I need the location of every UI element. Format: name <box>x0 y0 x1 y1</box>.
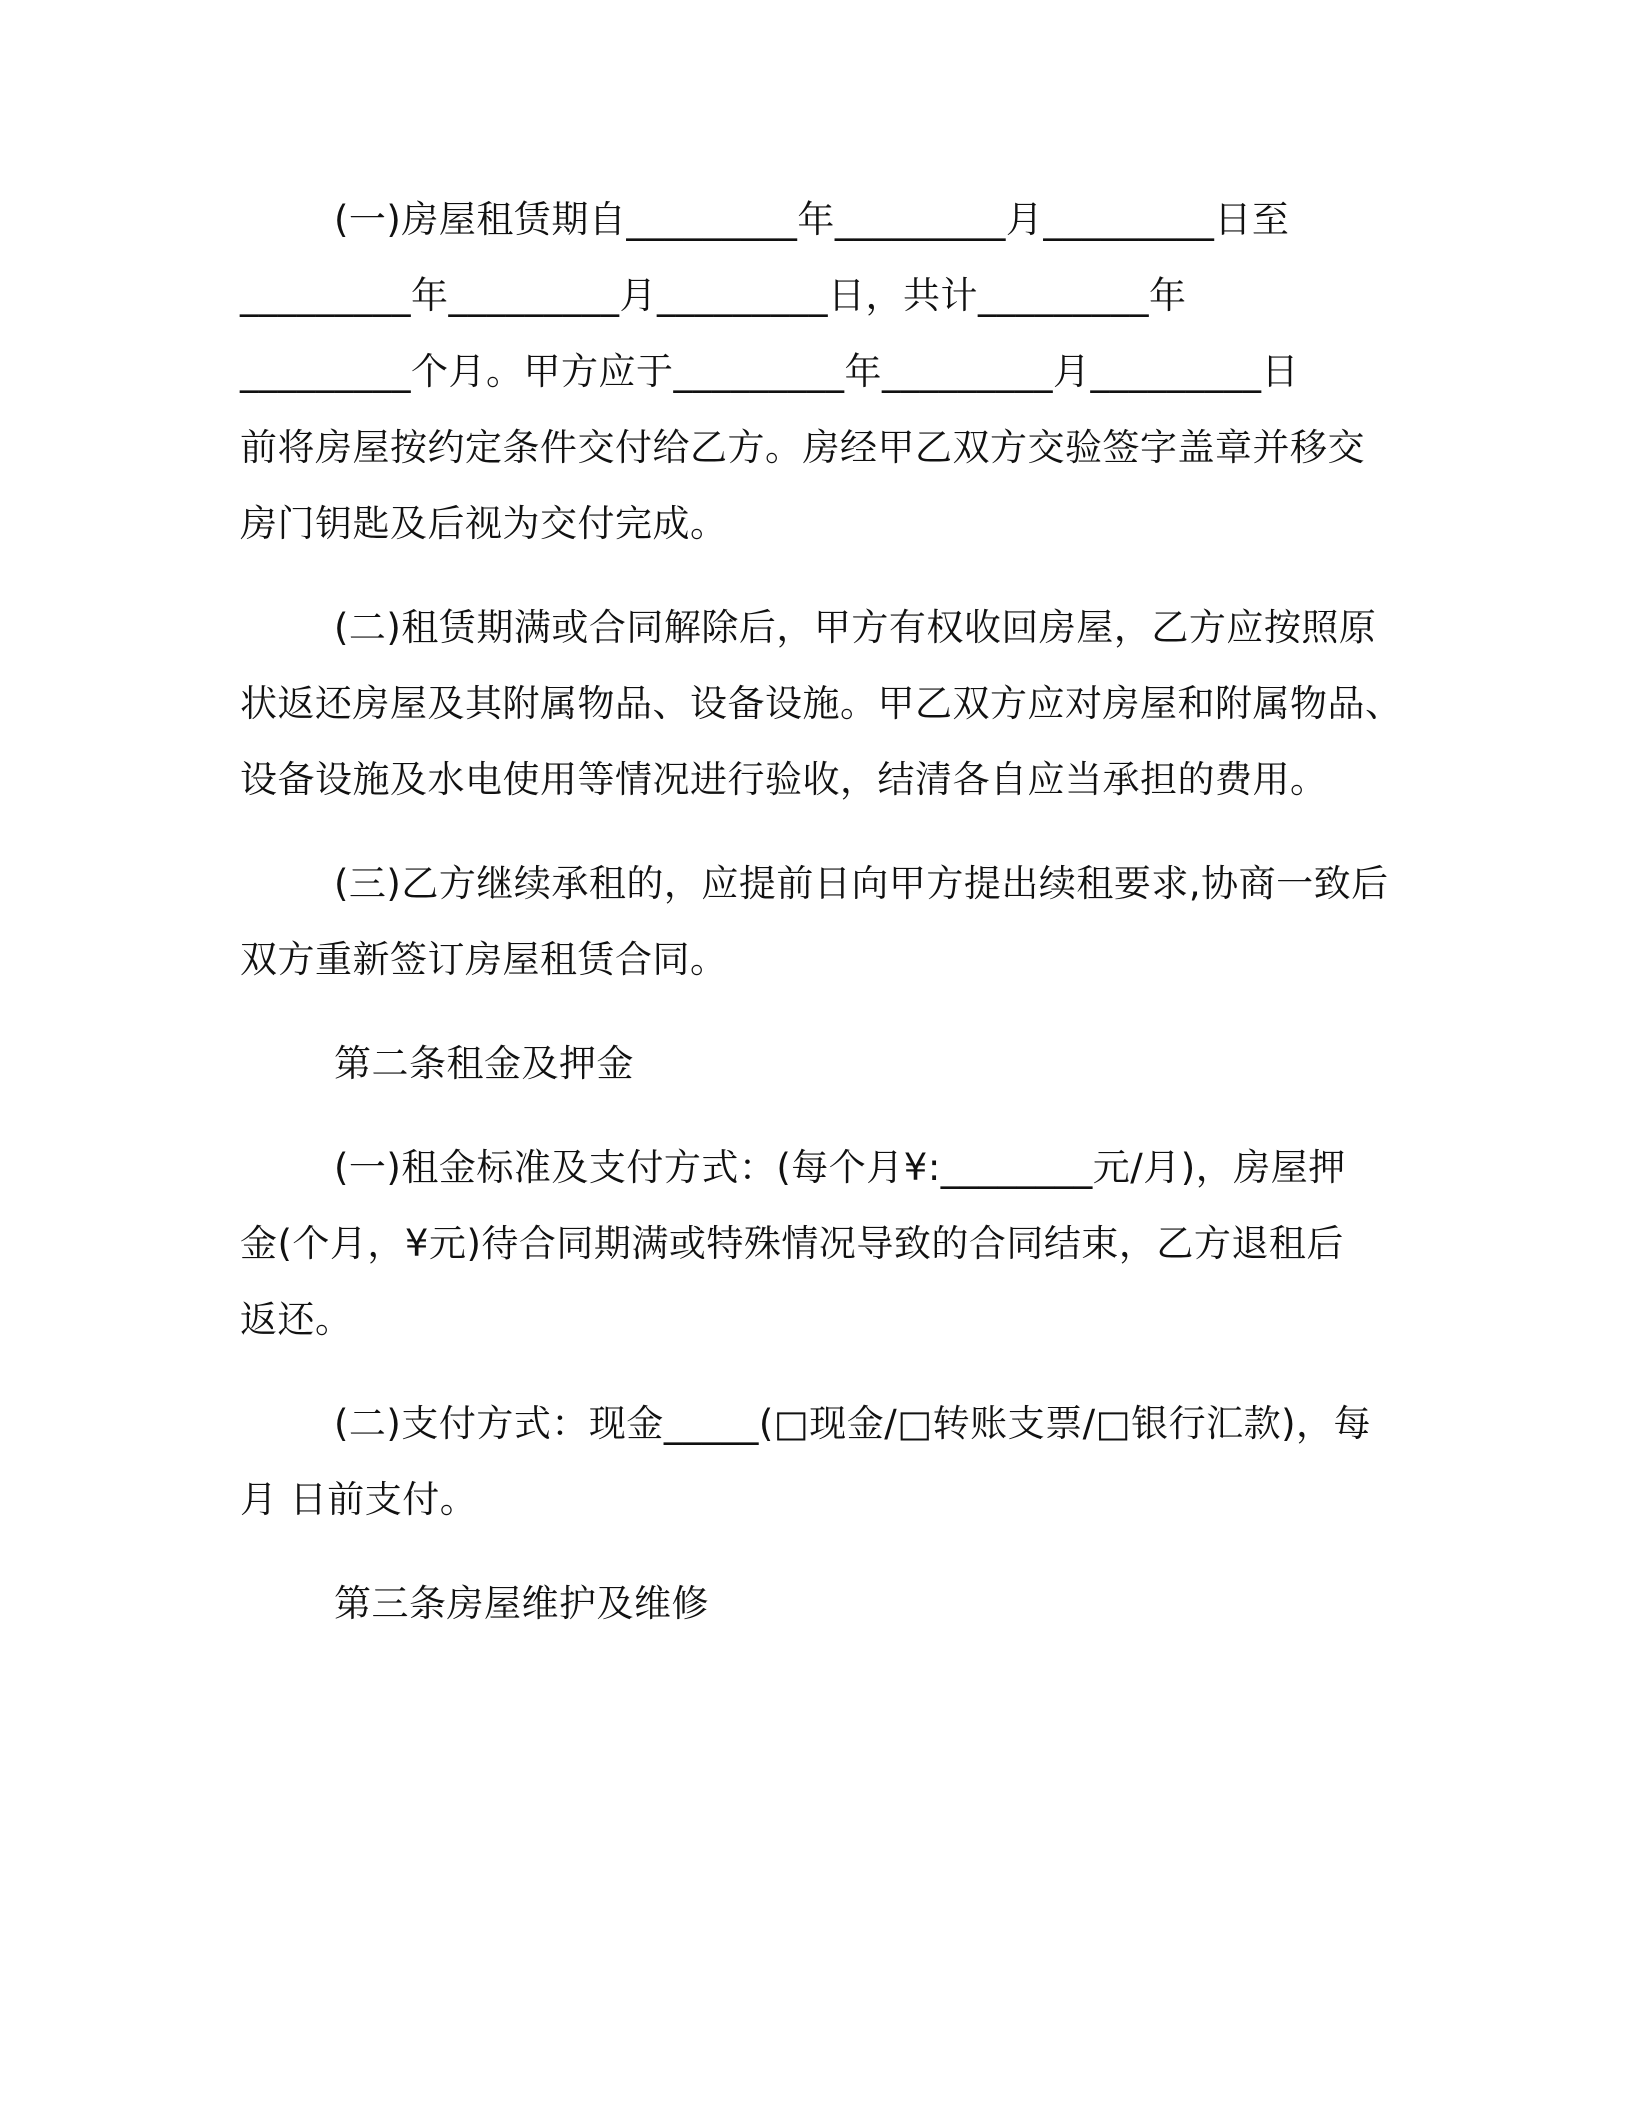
clause-2-line-2: 状返还房屋及其附属物品、设备设施。甲乙双方应对房屋和附属物品、 <box>240 682 1403 725</box>
clause-1-line-4: 前将房屋按约定条件交付给乙方。房经甲乙双方交验签字盖章并移交 <box>240 426 1365 469</box>
clause-2-line-1: (二)租赁期满或合同解除后，甲方有权收回房屋，乙方应按照原 <box>334 606 1377 649</box>
clause-1-line-1: (一)房屋租赁期自_________年_________月_________日至 <box>334 198 1290 241</box>
clause-1-line-2: _________年_________月_________日，共计_________年 <box>240 274 1187 317</box>
rent-clause-1-line-2: 金(个月，¥元)待合同期满或特殊情况导致的合同结束，乙方退租后 <box>240 1222 1344 1265</box>
clause-2-line-3: 设备设施及水电使用等情况进行验收，结清各自应当承担的费用。 <box>240 758 1328 801</box>
section-heading-rent-deposit: 第二条租金及押金 <box>334 1042 634 1085</box>
clause-1-line-5: 房门钥匙及后视为交付完成。 <box>240 502 728 545</box>
clause-1-line-3: _________个月。甲方应于_________年_________月_________日 <box>240 350 1299 393</box>
clause-3-line-2: 双方重新签订房屋租赁合同。 <box>240 938 728 981</box>
rent-clause-1-line-3: 返还。 <box>240 1298 353 1341</box>
rent-clause-2-line-2: 月 日前支付。 <box>240 1478 478 1521</box>
section-heading-maintenance: 第三条房屋维护及维修 <box>334 1582 709 1625</box>
clause-3-line-1: (三)乙方继续承租的，应提前日向甲方提出续租要求,协商一致后 <box>334 862 1389 905</box>
rent-clause-2-line-1: (二)支付方式：现金_____(□现金/□转账支票/□银行汇款)，每 <box>334 1402 1372 1445</box>
rent-clause-1-line-1: (一)租金标准及支付方式：(每个月¥:________元/月)，房屋押 <box>334 1146 1346 1189</box>
